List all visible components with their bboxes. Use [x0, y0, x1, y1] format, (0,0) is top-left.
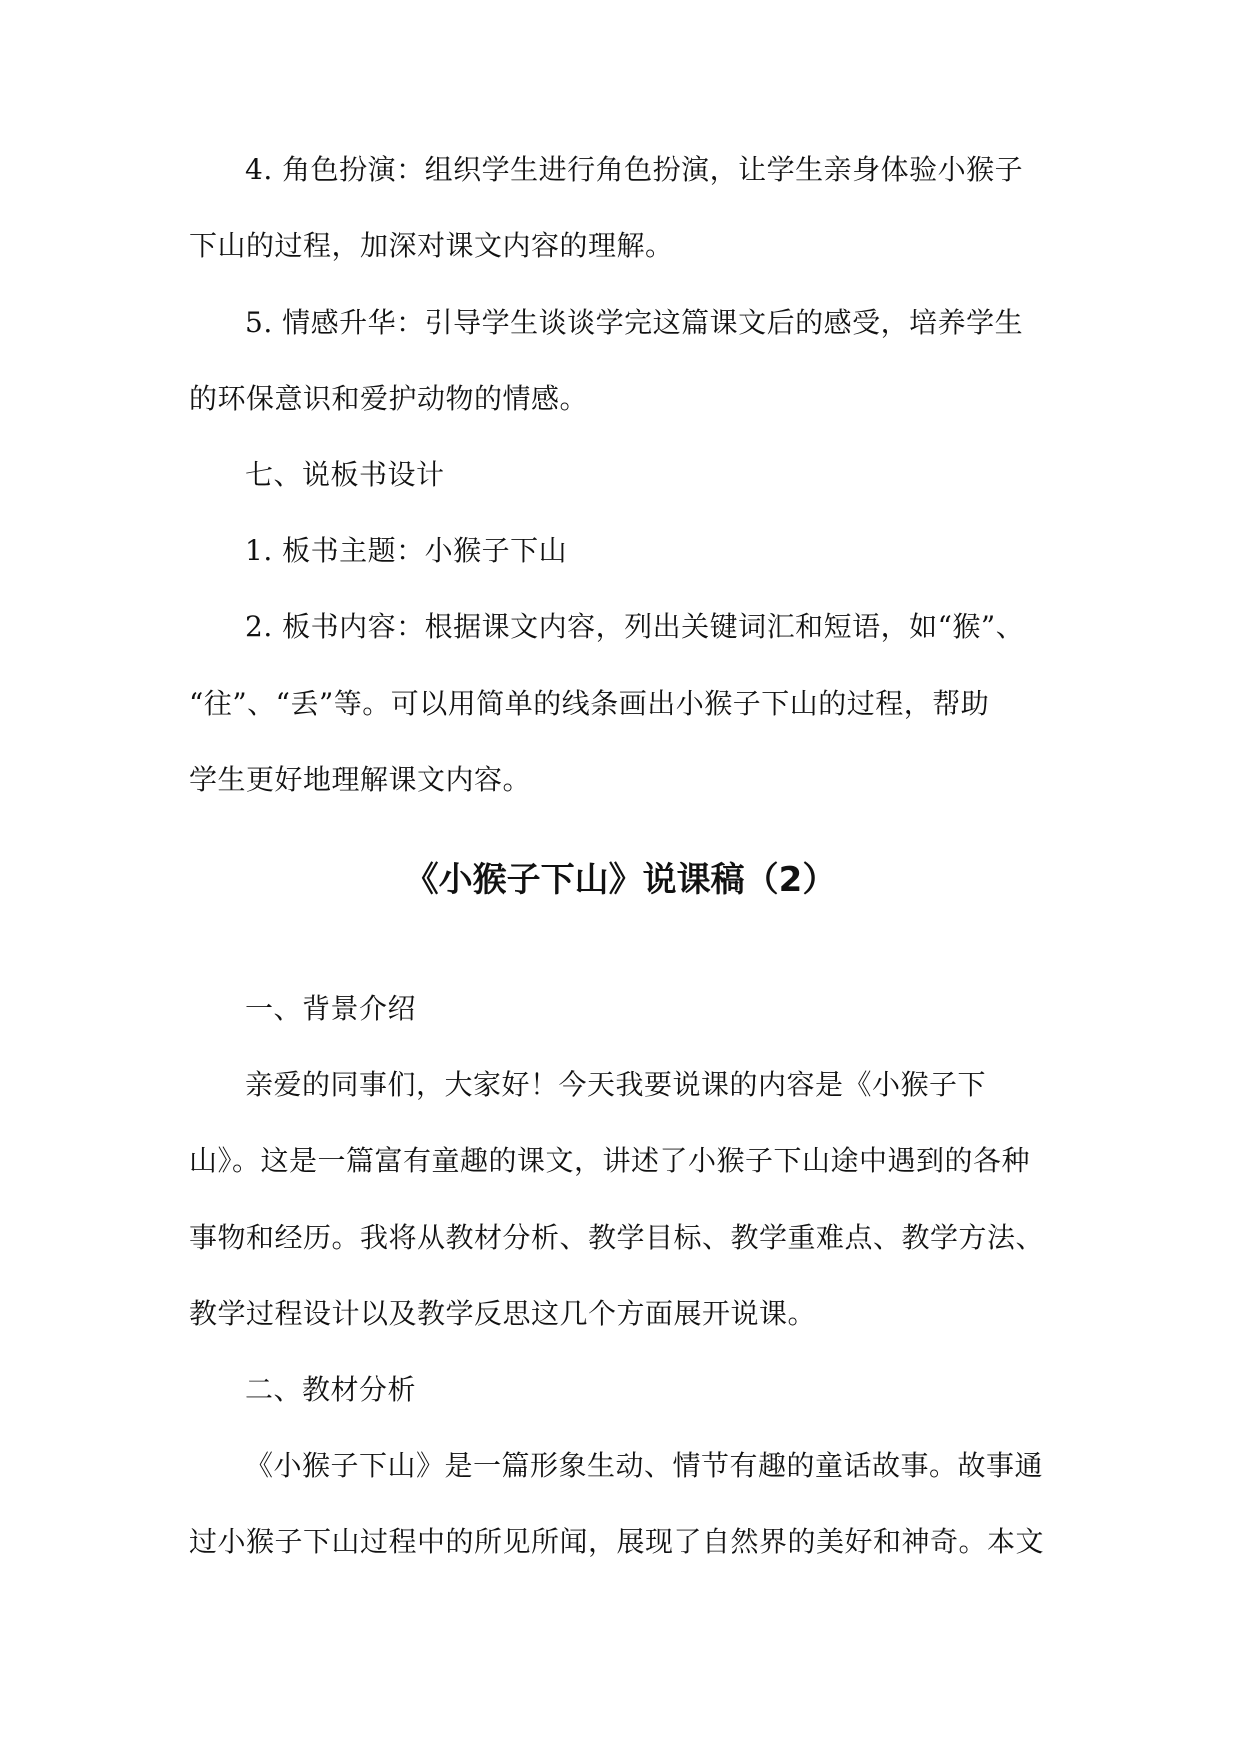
paragraph-line: 1. 板书主题：小猴子下山: [245, 534, 568, 567]
paragraph-line: 《小猴子下山》是一篇形象生动、情节有趣的童话故事。故事通: [245, 1449, 1044, 1482]
paragraph-line: 亲爱的同事们，大家好！今天我要说课的内容是《小猴子下: [245, 1068, 987, 1101]
document-title: 《小猴子下山》说课稿（2）: [404, 860, 837, 900]
section-heading: 一、背景介绍: [245, 992, 417, 1025]
paragraph-line: 过小猴子下山过程中的所见所闻，展现了自然界的美好和神奇。本文: [189, 1525, 1045, 1558]
paragraph-line: 学生更好地理解课文内容。: [189, 763, 532, 796]
paragraph-line: 5. 情感升华：引导学生谈谈学完这篇课文后的感受，培养学生: [245, 306, 1024, 339]
paragraph-line: 下山的过程，加深对课文内容的理解。: [189, 229, 674, 262]
paragraph-line: “往”、“丢”等。可以用简单的线条画出小猴子下山的过程，帮助: [189, 687, 990, 720]
paragraph-line: 教学过程设计以及教学反思这几个方面展开说课。: [189, 1297, 817, 1330]
paragraph-line: 2. 板书内容：根据课文内容，列出关键词汇和短语，如“猴”、: [245, 610, 1025, 643]
section-heading: 七、说板书设计: [245, 458, 445, 491]
paragraph-line: 山》。这是一篇富有童趣的课文，讲述了小猴子下山途中遇到的各种: [189, 1144, 1031, 1177]
paragraph-line: 4. 角色扮演：组织学生进行角色扮演，让学生亲身体验小猴子: [245, 153, 1024, 186]
paragraph-line: 事物和经历。我将从教材分析、教学目标、教学重难点、教学方法、: [189, 1221, 1045, 1254]
section-heading: 二、教材分析: [245, 1373, 417, 1406]
paragraph-line: 的环保意识和爱护动物的情感。: [189, 382, 589, 415]
